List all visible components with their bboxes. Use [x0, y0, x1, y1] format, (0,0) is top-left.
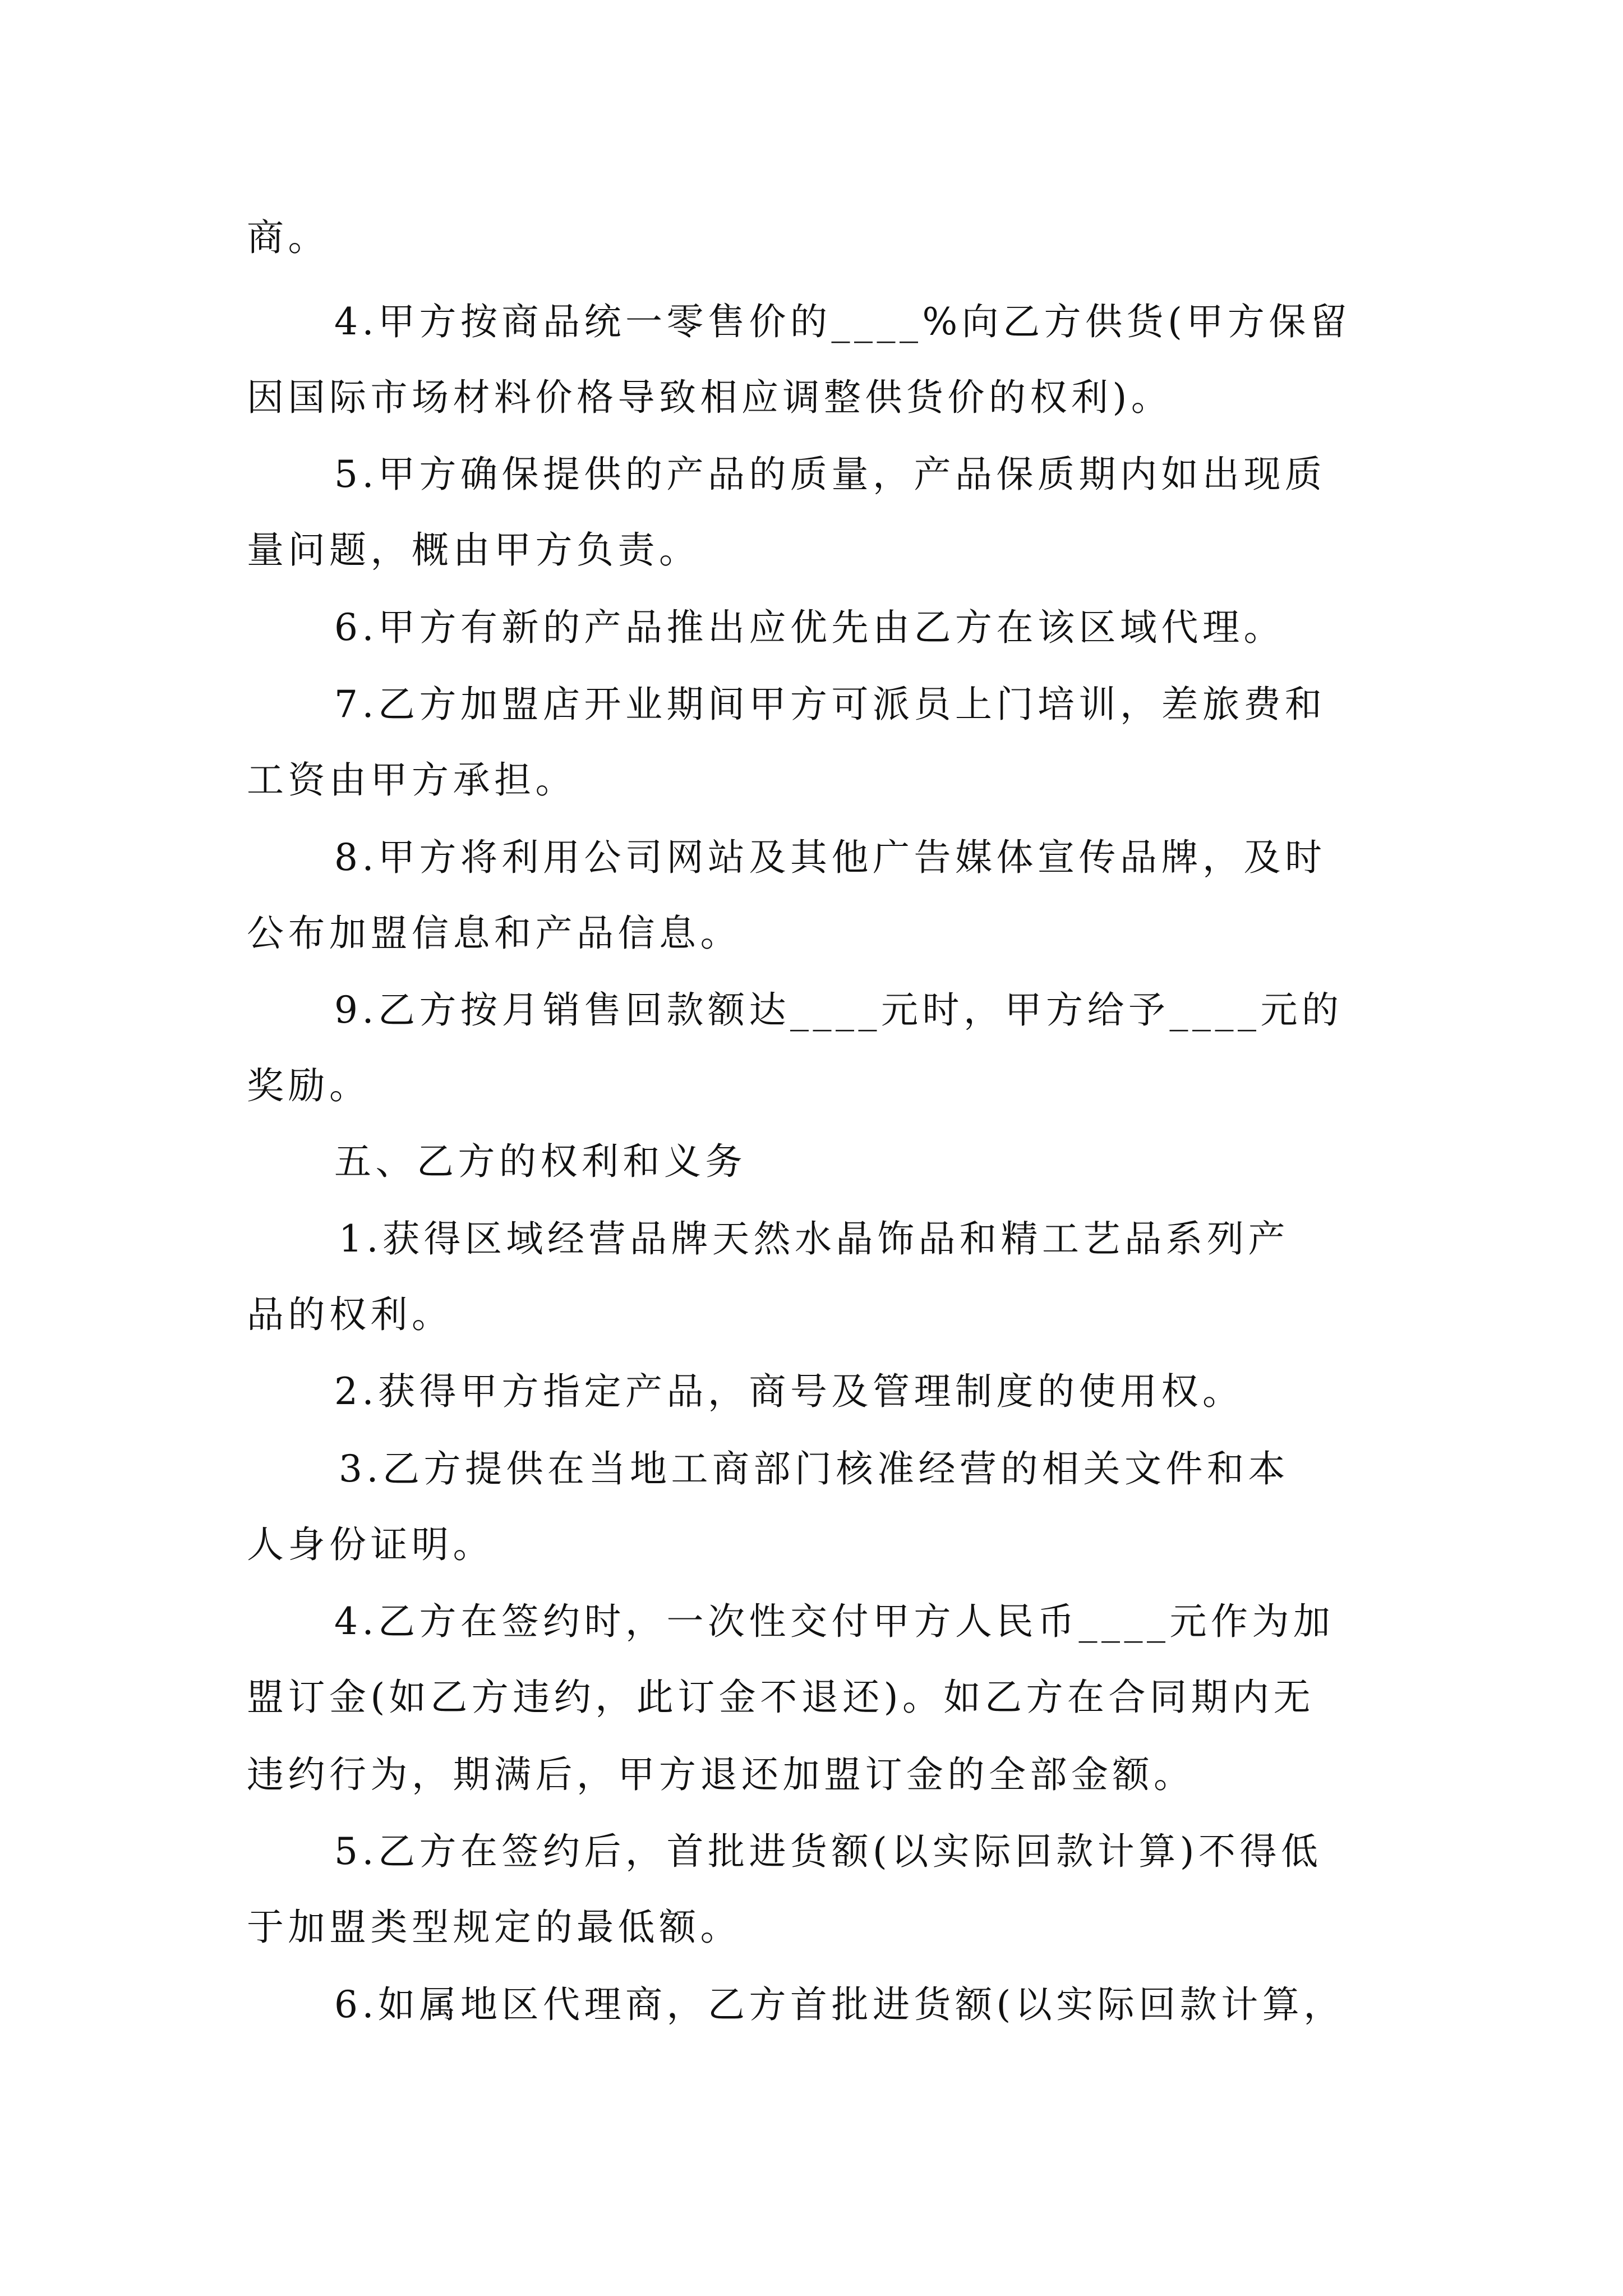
text-line: 奖励。	[247, 1064, 371, 1107]
text-line: 4.乙方在签约时，一次性交付甲方人民币____元作为加	[334, 1600, 1335, 1643]
text-line: 品的权利。	[247, 1293, 453, 1336]
text-line: 量问题，概由甲方负责。	[247, 528, 700, 572]
text-line: 4.甲方按商品统一零售价的____%向乙方供货(甲方保留	[334, 300, 1352, 343]
text-line: 于加盟类型规定的最低额。	[247, 1906, 741, 1949]
text-line: 2.获得甲方指定产品，商号及管理制度的使用权。	[334, 1370, 1244, 1413]
text-line: 1.获得区域经营品牌天然水晶饰品和精工艺品系列产	[339, 1217, 1289, 1260]
text-line: 违约行为，期满后，甲方退还加盟订金的全部金额。	[247, 1753, 1195, 1796]
text-line: 5.乙方在签约后，首批进货额(以实际回款计算)不得低	[334, 1830, 1322, 1873]
text-line: 公布加盟信息和产品信息。	[247, 912, 741, 955]
text-line: 7.乙方加盟店开业期间甲方可派员上门培训，差旅费和	[334, 683, 1326, 726]
text-line: 6.如属地区代理商，乙方首批进货额(以实际回款计算，	[334, 1983, 1345, 2026]
text-line: 9.乙方按月销售回款额达____元时，甲方给予____元的	[334, 988, 1343, 1032]
section-heading: 五、乙方的权利和义务	[334, 1140, 746, 1183]
text-line: 因国际市场材料价格导致相应调整供货价的权利)。	[247, 376, 1173, 419]
text-line: 人身份证明。	[247, 1523, 494, 1566]
text-line: 工资由甲方承担。	[247, 758, 577, 802]
text-line: 5.甲方确保提供的产品的质量，产品保质期内如出现质	[334, 453, 1326, 496]
text-line: 商。	[247, 216, 329, 259]
text-line: 盟订金(如乙方违约，此订金不退还)。如乙方在合同期内无	[247, 1676, 1315, 1719]
text-line: 8.甲方将利用公司网站及其他广告媒体宣传品牌，及时	[334, 836, 1326, 879]
text-line: 3.乙方提供在当地工商部门核准经营的相关文件和本	[339, 1447, 1289, 1490]
text-line: 6.甲方有新的产品推出应优先由乙方在该区域代理。	[334, 606, 1285, 649]
